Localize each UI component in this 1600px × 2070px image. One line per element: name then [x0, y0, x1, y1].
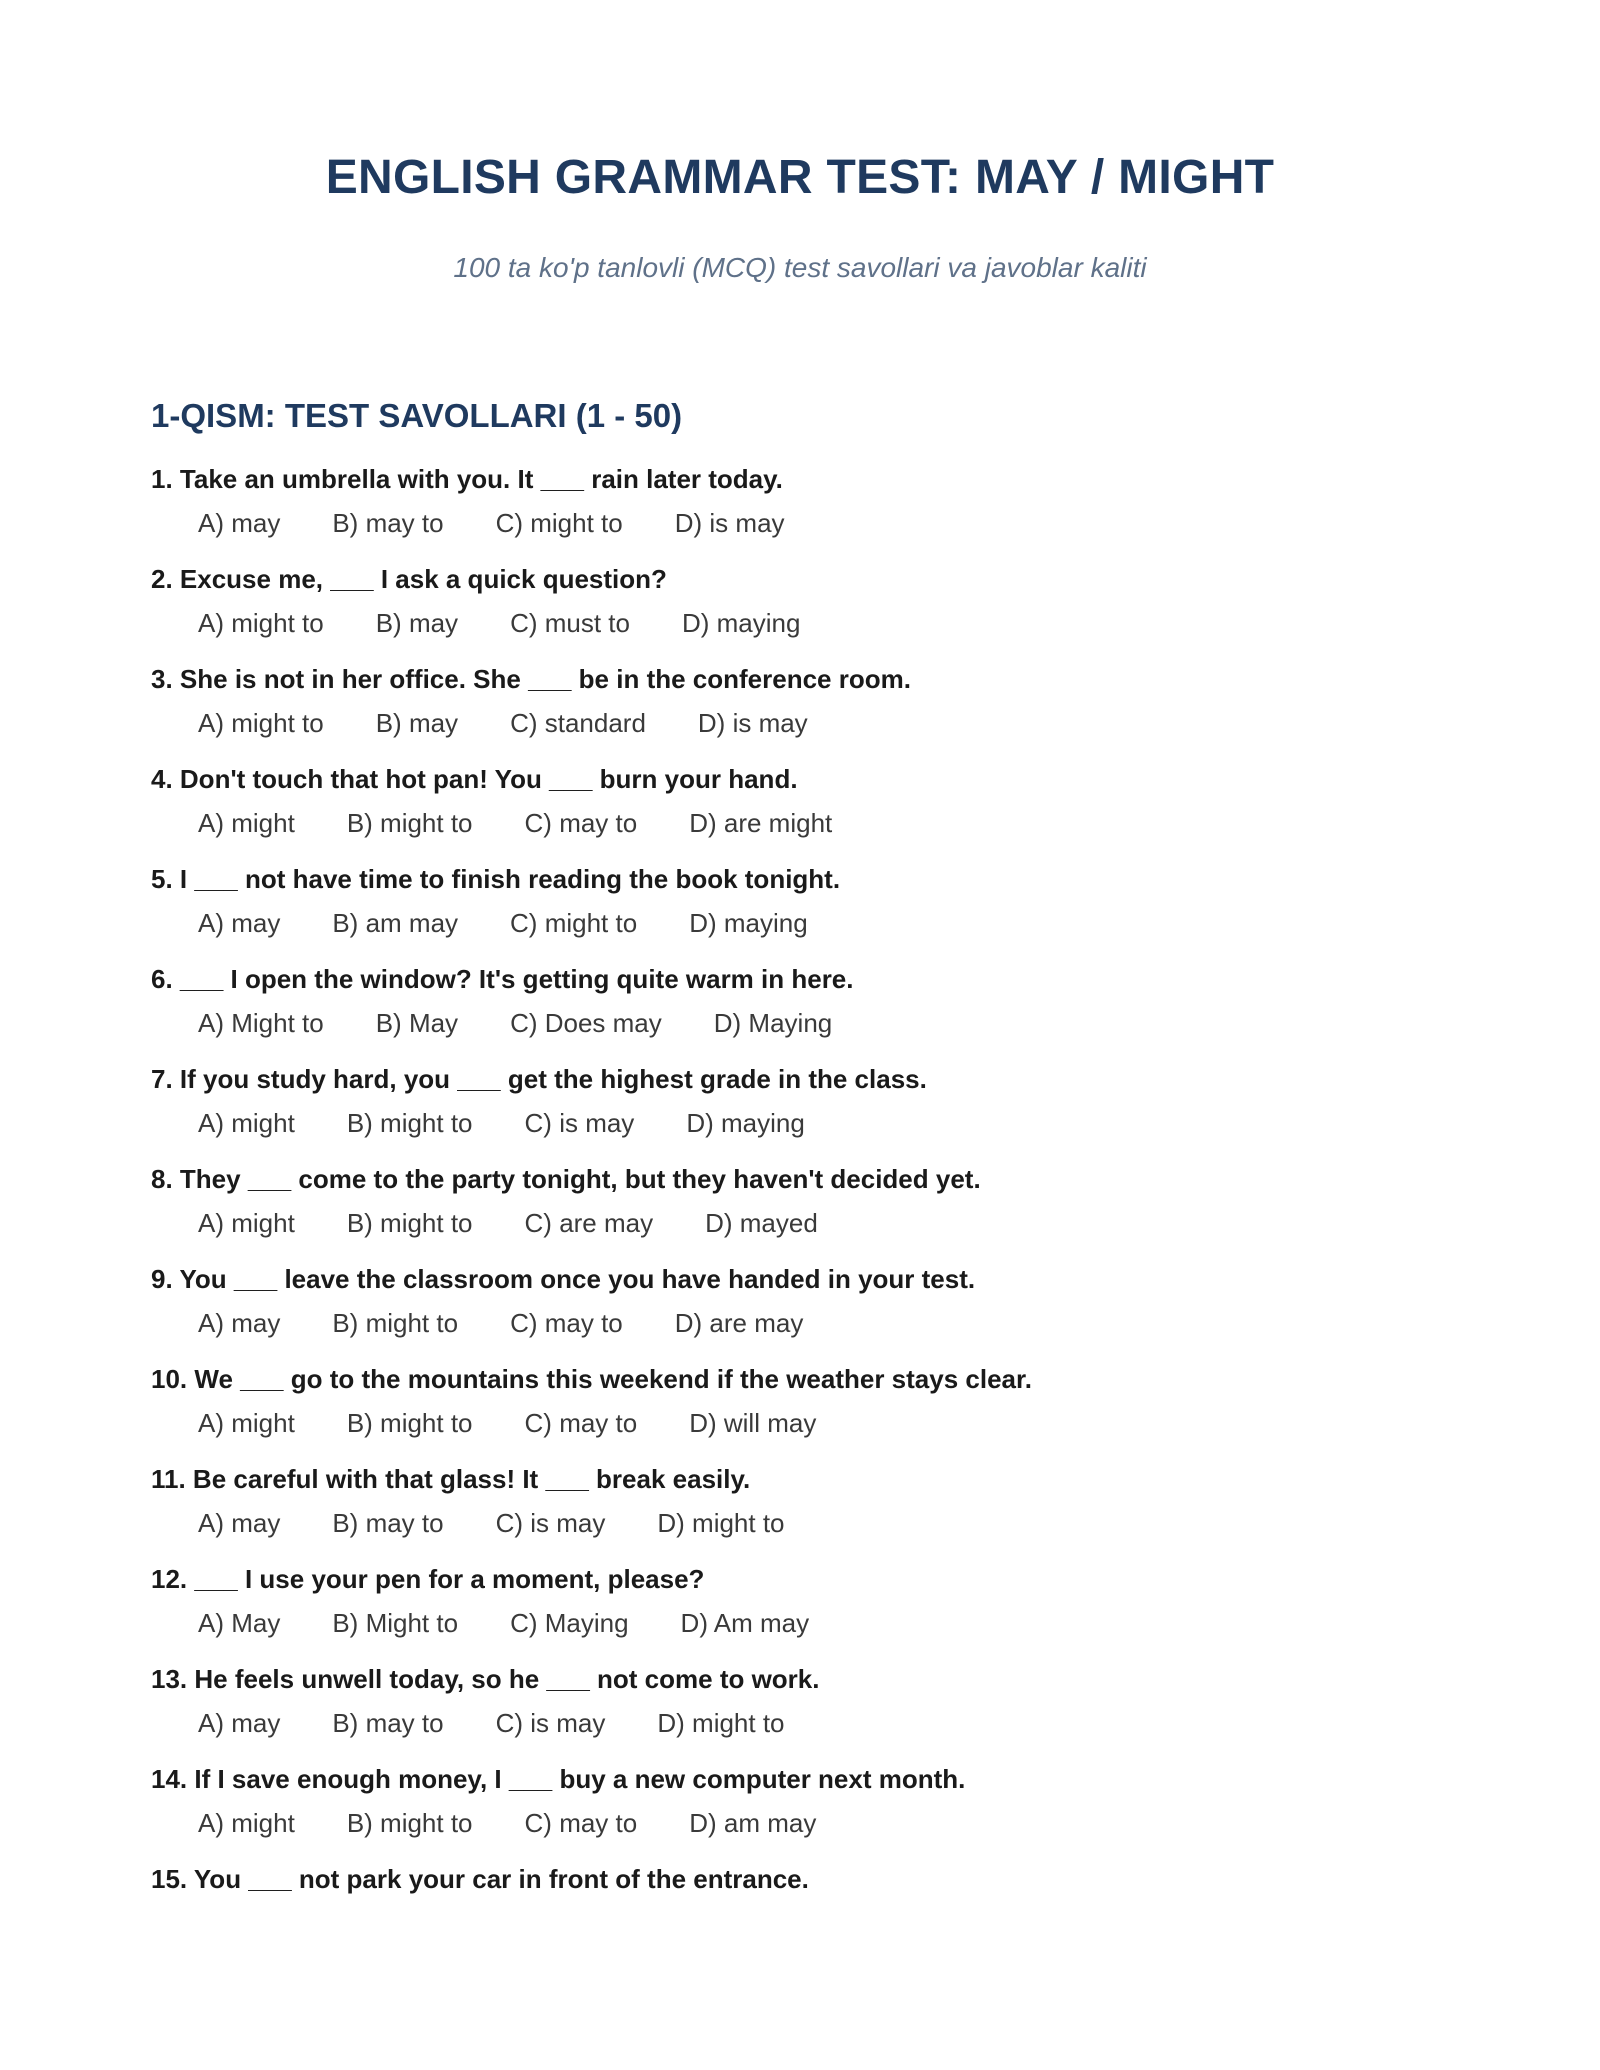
question-item — [151, 862, 1451, 962]
answer-option: D) might to — [657, 1508, 785, 1538]
answer-option: C) might to — [510, 908, 638, 938]
answer-options — [151, 506, 1451, 540]
question-text: 13. He feels unwell today, so he ___ not come to work. — [151, 1664, 820, 1694]
answer-option: C) may to — [524, 1808, 638, 1838]
answer-options — [151, 706, 1451, 740]
answer-option: C) might to — [495, 508, 623, 538]
answer-option: B) might to — [346, 1108, 473, 1138]
answer-option: B) may — [375, 608, 459, 638]
question-text: 3. She is not in her office. She ___ be in the conference room. — [151, 664, 911, 694]
answer-option: A) May — [198, 1608, 281, 1638]
question-text: 9. You ___ leave the classroom once you have handed in your test. — [151, 1264, 976, 1294]
answer-option: C) must to — [510, 608, 630, 638]
answer-option: A) may — [198, 508, 281, 538]
answer-option: D) might to — [657, 1708, 785, 1738]
answer-option: D) maying — [681, 608, 801, 638]
answer-option: A) may — [198, 908, 281, 938]
question-item — [151, 1562, 1451, 1662]
question-text: 8. They ___ come to the party tonight, but they haven't decided yet. — [151, 1164, 981, 1194]
question-item — [151, 1662, 1451, 1762]
answer-option: B) Might to — [332, 1608, 459, 1638]
answer-option: C) are may — [524, 1208, 654, 1238]
question-text: 15. You ___ not park your car in front of the entrance. — [151, 1864, 809, 1894]
question-list — [151, 462, 1451, 1962]
question-item — [151, 662, 1451, 762]
answer-option: C) is may — [495, 1708, 606, 1738]
answer-option: C) standard — [510, 708, 646, 738]
page-subtitle: 100 ta ko'p tanlovli (MCQ) test savollari va javoblar kaliti — [453, 252, 1147, 283]
question-text: 1. Take an umbrella with you. It ___ rain later today. — [151, 464, 783, 494]
question-text: 7. If you study hard, you ___ get the highest grade in the class. — [151, 1064, 927, 1094]
page-title: ENGLISH GRAMMAR TEST: MAY / MIGHT — [325, 151, 1275, 204]
question-item — [151, 1162, 1451, 1262]
answer-option: A) might — [198, 1808, 295, 1838]
answer-option: C) may to — [524, 1408, 638, 1438]
answer-option: A) might — [198, 1208, 295, 1238]
question-item — [151, 1462, 1451, 1562]
question-item — [151, 1762, 1451, 1862]
answer-option: D) am may — [689, 1808, 817, 1838]
answer-option: A) Might to — [198, 1008, 324, 1038]
question-item — [151, 762, 1451, 862]
answer-option: B) might to — [346, 1208, 473, 1238]
answer-option: D) is may — [674, 508, 785, 538]
answer-option: D) is may — [697, 708, 808, 738]
answer-options — [151, 1706, 1451, 1740]
answer-option: D) will may — [689, 1408, 817, 1438]
answer-option: B) may to — [332, 1508, 444, 1538]
question-item — [151, 1262, 1451, 1362]
answer-option: A) might to — [198, 708, 324, 738]
answer-option: D) Am may — [680, 1608, 810, 1638]
answer-options — [151, 1206, 1451, 1240]
answer-options — [151, 1006, 1451, 1040]
answer-option: D) maying — [689, 908, 808, 938]
answer-option: A) may — [198, 1708, 281, 1738]
answer-option: A) might to — [198, 608, 324, 638]
answer-option: A) may — [198, 1508, 281, 1538]
question-text: 10. We ___ go to the mountains this weekend if the weather stays clear. — [151, 1364, 1032, 1394]
answer-options — [151, 1506, 1451, 1540]
question-text: 5. I ___ not have time to finish reading the book tonight. — [151, 864, 841, 894]
answer-option: B) might to — [346, 1408, 473, 1438]
answer-options — [151, 1806, 1451, 1840]
answer-options — [151, 1106, 1451, 1140]
answer-option: B) may — [375, 708, 459, 738]
question-item — [151, 562, 1451, 662]
question-text: 6. ___ I open the window? It's getting quite warm in here. — [151, 964, 854, 994]
answer-option: A) might — [198, 808, 295, 838]
answer-option: B) may to — [332, 1708, 444, 1738]
answer-option: A) might — [198, 1108, 295, 1138]
answer-options — [151, 906, 1451, 940]
question-item — [151, 462, 1451, 562]
question-text: 2. Excuse me, ___ I ask a quick question? — [151, 564, 667, 594]
question-item — [151, 962, 1451, 1062]
answer-option: B) am may — [332, 908, 459, 938]
answer-option: D) Maying — [713, 1008, 833, 1038]
answer-option: B) might to — [346, 1808, 473, 1838]
answer-option: B) might to — [346, 808, 473, 838]
question-text: 14. If I save enough money, I ___ buy a new computer next month. — [151, 1764, 966, 1794]
answer-option: D) are might — [689, 808, 833, 838]
answer-options — [151, 1606, 1451, 1640]
answer-option: A) might — [198, 1408, 295, 1438]
answer-option: C) Maying — [510, 1608, 629, 1638]
question-text: 11. Be careful with that glass! It ___ break easily. — [151, 1464, 751, 1494]
answer-option: B) might to — [332, 1308, 459, 1338]
answer-option: B) may to — [332, 508, 444, 538]
answer-option: A) may — [198, 1308, 281, 1338]
answer-option: C) is may — [495, 1508, 606, 1538]
answer-option: D) are may — [674, 1308, 804, 1338]
question-item — [151, 1362, 1451, 1462]
answer-option: C) may to — [524, 808, 638, 838]
answer-option: D) maying — [686, 1108, 805, 1138]
question-item — [151, 1862, 1451, 1962]
answer-options — [151, 1406, 1451, 1440]
answer-option: D) mayed — [705, 1208, 818, 1238]
question-text: 12. ___ I use your pen for a moment, please? — [151, 1564, 705, 1594]
answer-option: C) is may — [524, 1108, 635, 1138]
question-item — [151, 1062, 1451, 1162]
answer-option: B) May — [375, 1008, 459, 1038]
question-text: 4. Don't touch that hot pan! You ___ burn your hand. — [151, 764, 798, 794]
answer-options — [151, 1306, 1451, 1340]
section-heading: 1-QISM: TEST SAVOLLARI (1 - 50) — [151, 397, 683, 434]
answer-option: C) may to — [510, 1308, 623, 1338]
answer-option: C) Does may — [510, 1008, 662, 1038]
answer-options — [151, 606, 1451, 640]
answer-options — [151, 806, 1451, 840]
